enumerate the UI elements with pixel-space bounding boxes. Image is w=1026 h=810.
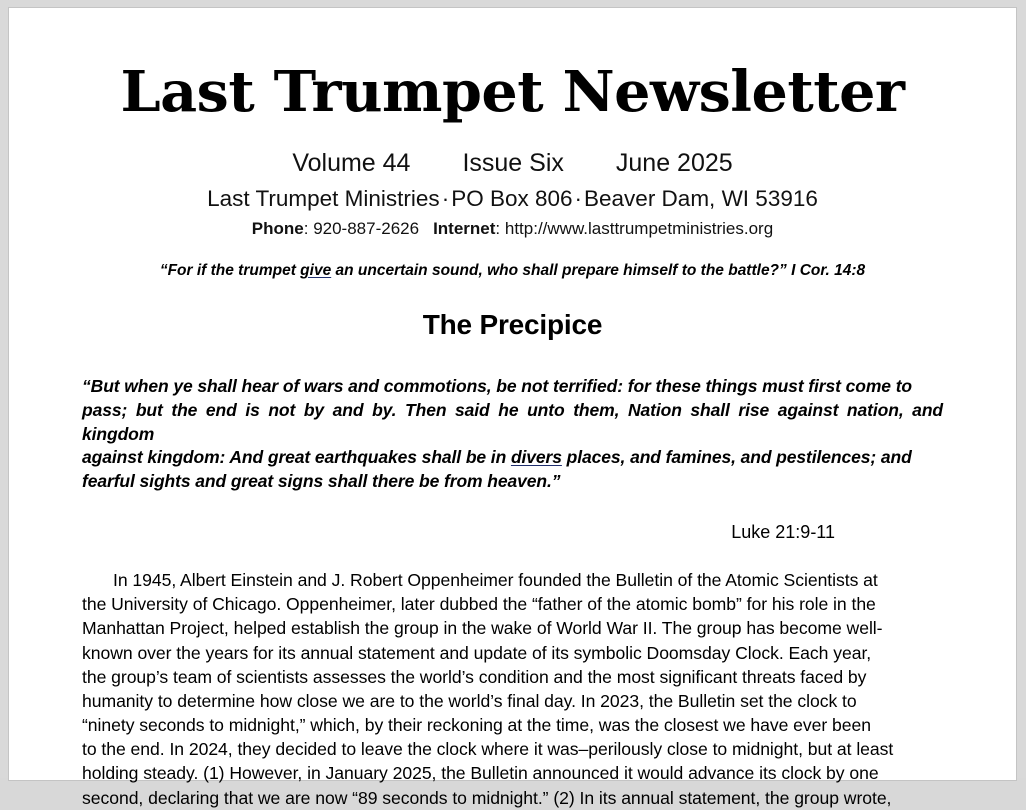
contact-line: [82, 219, 943, 239]
issue-label: Issue Six: [462, 149, 564, 177]
address-separator: ·: [441, 186, 450, 211]
website-url[interactable]: : http://www.lasttrumpetministries.org: [495, 219, 774, 238]
city-state-zip: Beaver Dam, WI 53916: [584, 186, 818, 211]
scripture-link-divers[interactable]: divers: [510, 447, 562, 468]
body-line-text: In 1945, Albert Einstein and J. Robert Oppenheimer founded the Bulletin of the Atomic Scientists at: [113, 569, 878, 590]
po-box: PO Box 806: [451, 186, 573, 211]
trumpet-verse-epigraph: [82, 262, 943, 280]
scripture-line-4: fearful sights and great signs shall there be from heaven.”: [82, 471, 561, 492]
body-line: the group’s team of scientists assesses the world’s condition and the most significant threats faced by: [82, 666, 867, 687]
ministry-address-line: [82, 186, 943, 212]
body-line: holding steady. (1) However, in January 2025, the Bulletin announced it would advance its clock by one: [82, 763, 879, 784]
volume-issue-date-line: [82, 149, 943, 178]
article-title: The Precipice: [422, 309, 603, 340]
phone-label: Phone: [251, 219, 304, 238]
internet-label: Internet: [433, 219, 496, 238]
ministry-name: Last Trumpet Ministries: [207, 186, 440, 211]
scripture-citation: Luke 21:9-11: [731, 521, 835, 542]
verse-text-after: an uncertain sound, who shall prepare himself to the battle?” I Cor. 14:8: [331, 262, 866, 279]
scripture-line-3: [82, 446, 943, 470]
newsletter-masthead-title: Last Trumpet Newsletter: [120, 59, 905, 125]
body-line: second, declaring that we are now “89 seconds to midnight.” (2) In its annual statement, the group wrote,: [82, 787, 892, 808]
verse-text-before: “For if the trumpet: [159, 262, 301, 279]
body-line: the University of Chicago. Oppenheimer, later dubbed the “father of the atomic bomb” for his role in the: [82, 594, 876, 615]
body-line: Manhattan Project, helped establish the group in the wake of World War II. The group has become well-: [82, 618, 883, 639]
volume-label: Volume 44: [292, 149, 411, 177]
scripture-line-2: pass; but the end is not by and by. Then said he unto them, Nation shall rise against nation, and kingdom: [82, 399, 943, 444]
body-line: “ninety seconds to midnight,” which, by their reckoning at the time, was the closest we have ever been: [82, 715, 871, 736]
verse-link-give[interactable]: give: [300, 262, 332, 279]
phone-value: : 920-887-2626: [303, 219, 420, 238]
body-line: to the end. In 2024, they decided to leave the clock where it was–perilously close to midnight, but at least: [82, 739, 894, 760]
issue-date: June 2025: [615, 149, 733, 177]
body-line: humanity to determine how close we are to the world’s final day. In 2023, the Bulletin set the clock to: [82, 690, 857, 711]
address-separator: ·: [574, 186, 583, 211]
body-line: known over the years for its annual statement and update of its symbolic Doomsday Clock. Each year,: [82, 642, 872, 663]
scripture-blockquote: [82, 375, 943, 494]
scripture-line-3-before: against kingdom: And great earthquakes shall be in: [82, 447, 511, 468]
body-line: [82, 568, 943, 592]
document-page: [8, 7, 1017, 808]
scripture-line-3-after: places, and famines, and pestilences; and: [561, 447, 912, 468]
body-paragraph: [82, 568, 943, 810]
scripture-line-1: “But when ye shall hear of wars and commotions, be not terrified: for these things must first come to: [82, 376, 913, 396]
